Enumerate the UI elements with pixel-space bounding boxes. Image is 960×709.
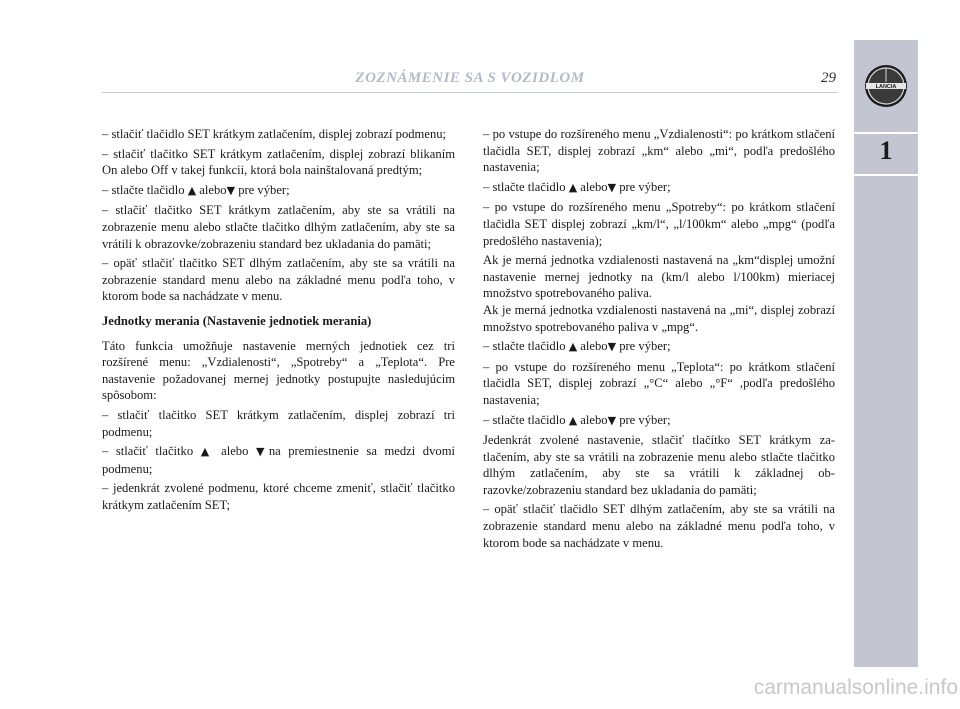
paragraph: – jedenkrát zvolené podmenu, ktoré chceme zmeniť, stlačiť tlačitko krátkym zatlačením SET;	[102, 481, 455, 512]
arrow-down-triangle-icon: ▼	[607, 413, 617, 427]
right-column	[483, 126, 835, 554]
paragraph: Ak je merná jednotka vzdialenosti nastavená na „km“displej umožní nastavenie mernej jednotky na (km/l alebo l/100km) mieriacej množstvo spotrebovaného paliva.	[483, 253, 835, 301]
paragraph: – stlačiť tlačitko SET krátkym zatlačením, aby ste sa vrátili na zobrazenie menu alebo stlačte tlačitko dlhým zatlačením, aby ste sa vrátili k obrazovke/zobrazeniu standard bez ukladania do pamäti;	[102, 203, 455, 251]
paragraph: – stlačte tlačidlo ▲ alebo▼ pre výber;	[483, 412, 671, 427]
chapter-number: 1	[879, 136, 893, 165]
paragraph: – opäť stlačiť tlačitko SET dlhým zatlačením, aby ste sa vrátili na zobrazenie standard menu alebo na základné menu podľa toho, v ktorom bode sa nachádzate v menu.	[102, 256, 455, 304]
arrow-down-triangle-icon: ▼	[255, 445, 269, 459]
arrow-up-triangle-icon: ▲	[187, 183, 197, 197]
lancia-logo-icon	[862, 62, 910, 110]
arrow-up-triangle-icon: ▲	[568, 180, 578, 194]
watermark: carmanualsonline.info	[753, 676, 958, 699]
paragraph: – opäť stlačiť tlačidlo SET dlhým zatlačením, aby ste sa vrátili na zobrazenie standard menu alebo na základné menu podľa toho, v ktorom bode sa nachádzate v menu.	[483, 502, 835, 550]
sidebar-divider-top	[854, 132, 918, 134]
paragraph: – po vstupe do rozšíreného menu „Spotreby“: po krátkom stlačení tlačidla SET displej zobrazí „km/l“, „l/100km“ alebo „mpg“ (podľa predošlého nastavenia);	[483, 200, 835, 248]
paragraph: Jedenkrát zvolené nastavenie, stlačiť tlačítko SET krátkym zatlačením, aby ste sa vrátili na zobrazenie menu alebo stlačte tlačitko dlhým zatlačením, aby ste sa vrátili k základnej obrazovke/zobrazeniu standard bez ukladania do pamäti;	[483, 433, 835, 497]
paragraph: – stlačiť tlačidlo SET krátkym zatlačením, displej zobrazí podmenu;	[102, 127, 447, 141]
paragraph: – po vstupe do rozšíreného menu „Teplota“: po krátkom stlačení tlačidla SET, displej zobrazí „°C“ alebo „°F“ ,podľa predošlého nastavenia;	[483, 359, 835, 407]
sidebar-divider-bottom	[854, 174, 918, 176]
paragraph: – stlačiť tlačitko SET krátkym zatlačením, displej zobrazí tri podmenu;	[102, 407, 455, 439]
paragraph: Táto funkcia umožňuje nastavenie merných jednotiek cez tri rozšírené menu: „Vzdialenosti“, „Spotreby“ a „Teplota“. Pre nastavenie požadovanej mernej jednotky postupujte nasledujúcim spôsobom:	[102, 338, 455, 403]
left-column	[102, 126, 455, 516]
paragraph: – stlačiť tlačitko SET krátkym zatlačením, displej zobrazí blikaním On alebo Off v takej funkcii, ktorá bola nainštalovaná predtým;	[102, 146, 455, 178]
arrow-up-triangle-icon: ▲	[568, 340, 578, 354]
brand-logo	[854, 40, 918, 132]
arrow-down-triangle-icon: ▼	[607, 340, 617, 354]
arrow-up-triangle-icon: ▲	[200, 445, 214, 459]
paragraph: – stlačte tlačidlo ▲ alebo▼ pre výber;	[483, 339, 671, 354]
page-number: 29	[821, 70, 836, 86]
section-heading: Jednotky merania (Nastavenie jednotiek merania)	[102, 313, 372, 328]
logo-wordmark: LANCIA	[875, 84, 897, 90]
paragraph: Ak je merná jednotka vzdialenosti nastavená na „mi“, displej zobrazí množstvo spotrebovaného paliva v „mpg“.	[483, 302, 835, 334]
arrow-down-triangle-icon: ▼	[226, 183, 236, 197]
paragraph: – stlačte tlačidlo ▲ alebo▼ pre výber;	[483, 179, 671, 194]
header-divider	[102, 92, 838, 93]
arrow-up-triangle-icon: ▲	[568, 413, 578, 427]
paragraph: – stlačte tlačidlo ▲ alebo▼ pre výber;	[102, 182, 290, 197]
paragraph: – stlačiť tlačitko ▲ alebo ▼na premiestnenie sa medzi dvomi podmenu;	[102, 444, 455, 476]
arrow-down-triangle-icon: ▼	[607, 180, 617, 194]
page-header-title: ZOZNÁMENIE SA S VOZIDLOM	[355, 70, 585, 86]
chapter-sidebar	[854, 40, 918, 667]
paragraph: – po vstupe do rozšíreného menu „Vzdialenosti“: po krátkom stlačení tlačidla SET, displej zobrazí „km“ alebo „mi“, podľa predošlého nastavenia;	[483, 127, 835, 175]
